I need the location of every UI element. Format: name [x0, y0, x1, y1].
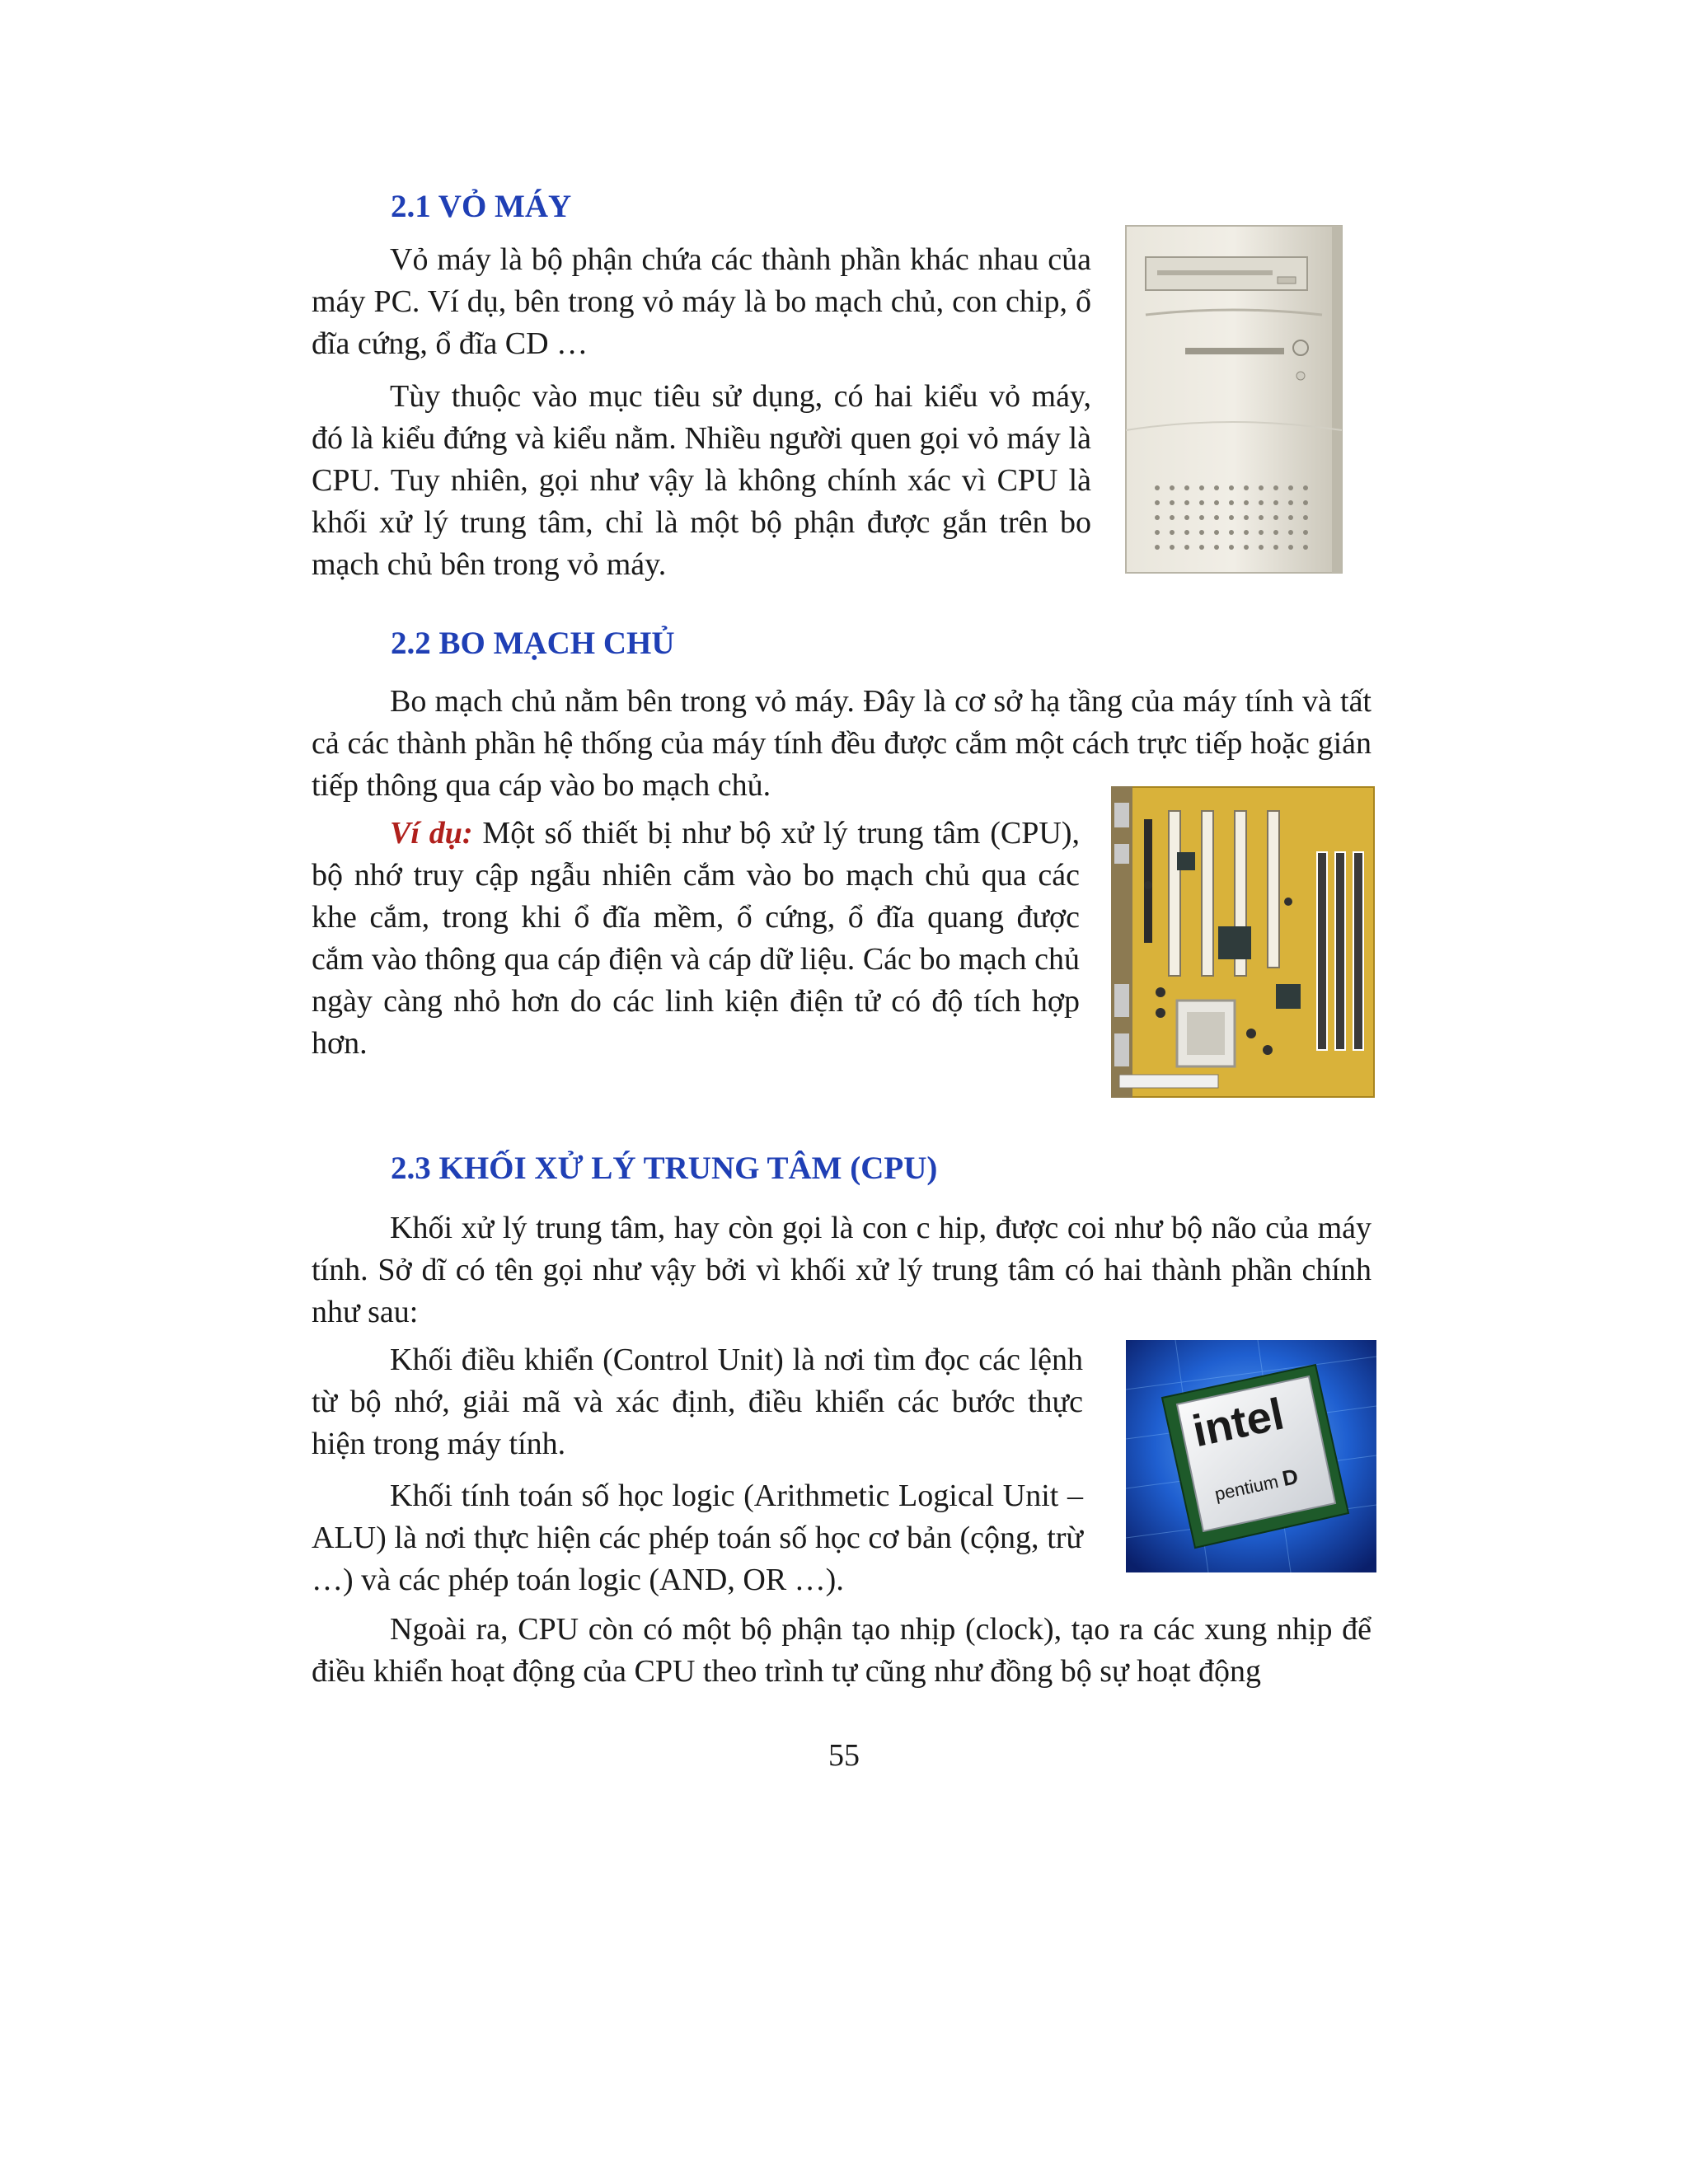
paragraph-case-definition: Vỏ máy là bộ phận chứa các thành phần khác nhau của máy PC. Ví dụ, bên trong vỏ máy là bo mạch chủ, con chip, ổ đĩa cứng, ổ đĩa CD … [312, 242, 1091, 361]
pentium-suffix-text: D [1280, 1463, 1301, 1492]
section-heading-cpu: 2.3 KHỐI XỬ LÝ TRUNG TÂM (CPU) [391, 1151, 938, 1186]
paragraph-motherboard-definition: Bo mạch chủ nằm bên trong vỏ máy. Đây là cơ sở hạ tầng của máy tính và tất cả các thành phần hệ thống của máy tính đều được cắm một cách trực tiếp hoặc gián tiếp thông qua cáp vào bo mạch chủ. [312, 684, 1372, 803]
computer-case-image [1124, 224, 1343, 574]
intel-logo-text: intel [1188, 1389, 1288, 1457]
example-text: Một số thiết bị như bộ xử lý trung tâm (CPU), bộ nhớ truy cập ngẫu nhiên cắm vào bo mạch chủ qua các khe cắm, trong khi ổ đĩa mềm, ổ cứng, ổ đĩa quang được cắm vào thông qua cáp điện và cáp dữ liệu. Các bo mạch chủ ngày càng nhỏ hơn do các linh kiện điện tử có độ tích hợp hơn. [312, 816, 1080, 1061]
section-heading-case: 2.1 VỎ MÁY [391, 189, 572, 224]
paragraph-alu: Khối tính toán số học logic (Arithmetic Logical Unit – ALU) là nơi thực hiện các phép toán số học cơ bản (cộng, trừ …) và các phép toán logic (AND, OR …). [312, 1479, 1083, 1597]
paragraph-case-types: Tùy thuộc vào mục tiêu sử dụng, có hai kiểu vỏ máy, đó là kiểu đứng và kiểu nằm. Nhiều người quen gọi vỏ máy là CPU. Tuy nhiên, gọi như vậy là không chính xác vì CPU là khối xử lý trung tâm, chỉ là một bộ phận được gắn trên bo mạch chủ bên trong vỏ máy. [312, 379, 1091, 582]
paragraph-cpu-definition: Khối xử lý trung tâm, hay còn gọi là con c hip, được coi như bộ não của máy tính. Sở dĩ có tên gọi như vậy bởi vì khối xử lý trung tâm có hai thành phần chính như sau: [312, 1211, 1372, 1329]
paragraph-clock: Ngoài ra, CPU còn có một bộ phận tạo nhịp (clock), tạo ra các xung nhịp để điều khiển hoạt động của CPU theo trình tự cũng như đồng bộ sự hoạt động [312, 1612, 1372, 1689]
example-label: Ví dụ: [390, 816, 473, 851]
page-number: 55 [828, 1738, 860, 1773]
cpu-chip-image [1126, 1340, 1376, 1572]
section-heading-motherboard: 2.2 BO MẠCH CHỦ [391, 626, 675, 661]
paragraph-motherboard-example [312, 813, 1080, 1065]
paragraph-control-unit: Khối điều khiển (Control Unit) là nơi tìm đọc các lệnh từ bộ nhớ, giải mã và xác định, điều khiển các bước thực hiện trong máy tính. [312, 1343, 1083, 1461]
pentium-model-text: pentium [1212, 1470, 1281, 1505]
motherboard-image [1111, 786, 1375, 1098]
